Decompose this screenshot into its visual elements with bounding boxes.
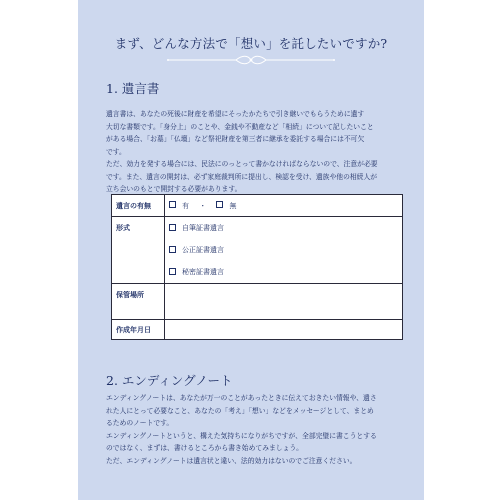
date-label: 作成年月日 [112, 320, 165, 340]
table-row-date [112, 320, 403, 340]
no-checkbox[interactable] [216, 201, 223, 208]
option-notarized: 公正証書遺言 [169, 239, 398, 261]
format-label: 形式 [112, 217, 165, 284]
title-ornament [164, 55, 338, 65]
will-info-table [111, 194, 403, 340]
page-title: まず、どんな方法で「想い」を託したいですか? [114, 36, 388, 51]
no-label: 無 [229, 201, 237, 210]
section1-heading: 1. 遺言書 [106, 81, 160, 96]
table-row-storage [112, 284, 403, 320]
section2-paragraph: エンディングノートは、あなたが万一のことがあったときに伝えておきたい情報や、遺さ れた人にとって必要なこと、あなたの「考え」「想い」などをメッセージとして、まとめ るためのノートです。 エンディングノートというと、構えた気持ちになりがちですが、全部完璧に書こうとする のではなく、まずは、書けるところから書き始めてみましょう。 ただ、エンディングノートは遺言状と違い、法的効力はないのでご注意ください。 [106, 394, 377, 465]
yes-checkbox[interactable] [169, 201, 176, 208]
option-holographic: 自筆証書遺言 [169, 217, 398, 239]
page [78, 0, 424, 500]
section1-paragraph-1: 遺言書は、あなたの死後に財産を希望にそったかたちで引き継いでもらうために遺す 大切な書類です。「身分上」のことや、金銭や不動産など「相続」について記したいこと がある場合、「お墓」「仏壇」など祭祀財産を第三者に継承を委託する場合には不可欠 です。 [106, 110, 374, 156]
notarized-checkbox[interactable] [169, 246, 176, 253]
yes-label: 有 [182, 201, 189, 210]
date-field[interactable] [165, 320, 403, 340]
section1-paragraph-2: ただ、効力を発する場合には、民法にのっとって書かなければならないので、注意が必要 です。また、遺言の開封は、必ず家庭裁判所に提出し、検認を受け、遺族や他の相続人が 立ち会いのもとで開封する必要があります。 [106, 160, 378, 194]
table-row-format [112, 217, 403, 284]
option-secret: 秘密証書遺言 [169, 261, 398, 283]
format-options [165, 217, 403, 284]
will-exists-label: 遺言の有無 [112, 195, 165, 217]
storage-field[interactable] [165, 284, 403, 320]
separator-dot: ・ [199, 201, 207, 210]
will-exists-options [165, 195, 403, 217]
secret-checkbox[interactable] [169, 268, 176, 275]
holographic-checkbox[interactable] [169, 224, 176, 231]
table-row-will-exists [112, 195, 403, 217]
storage-label: 保管場所 [112, 284, 165, 320]
section2-heading: 2. エンディングノート [106, 373, 233, 388]
